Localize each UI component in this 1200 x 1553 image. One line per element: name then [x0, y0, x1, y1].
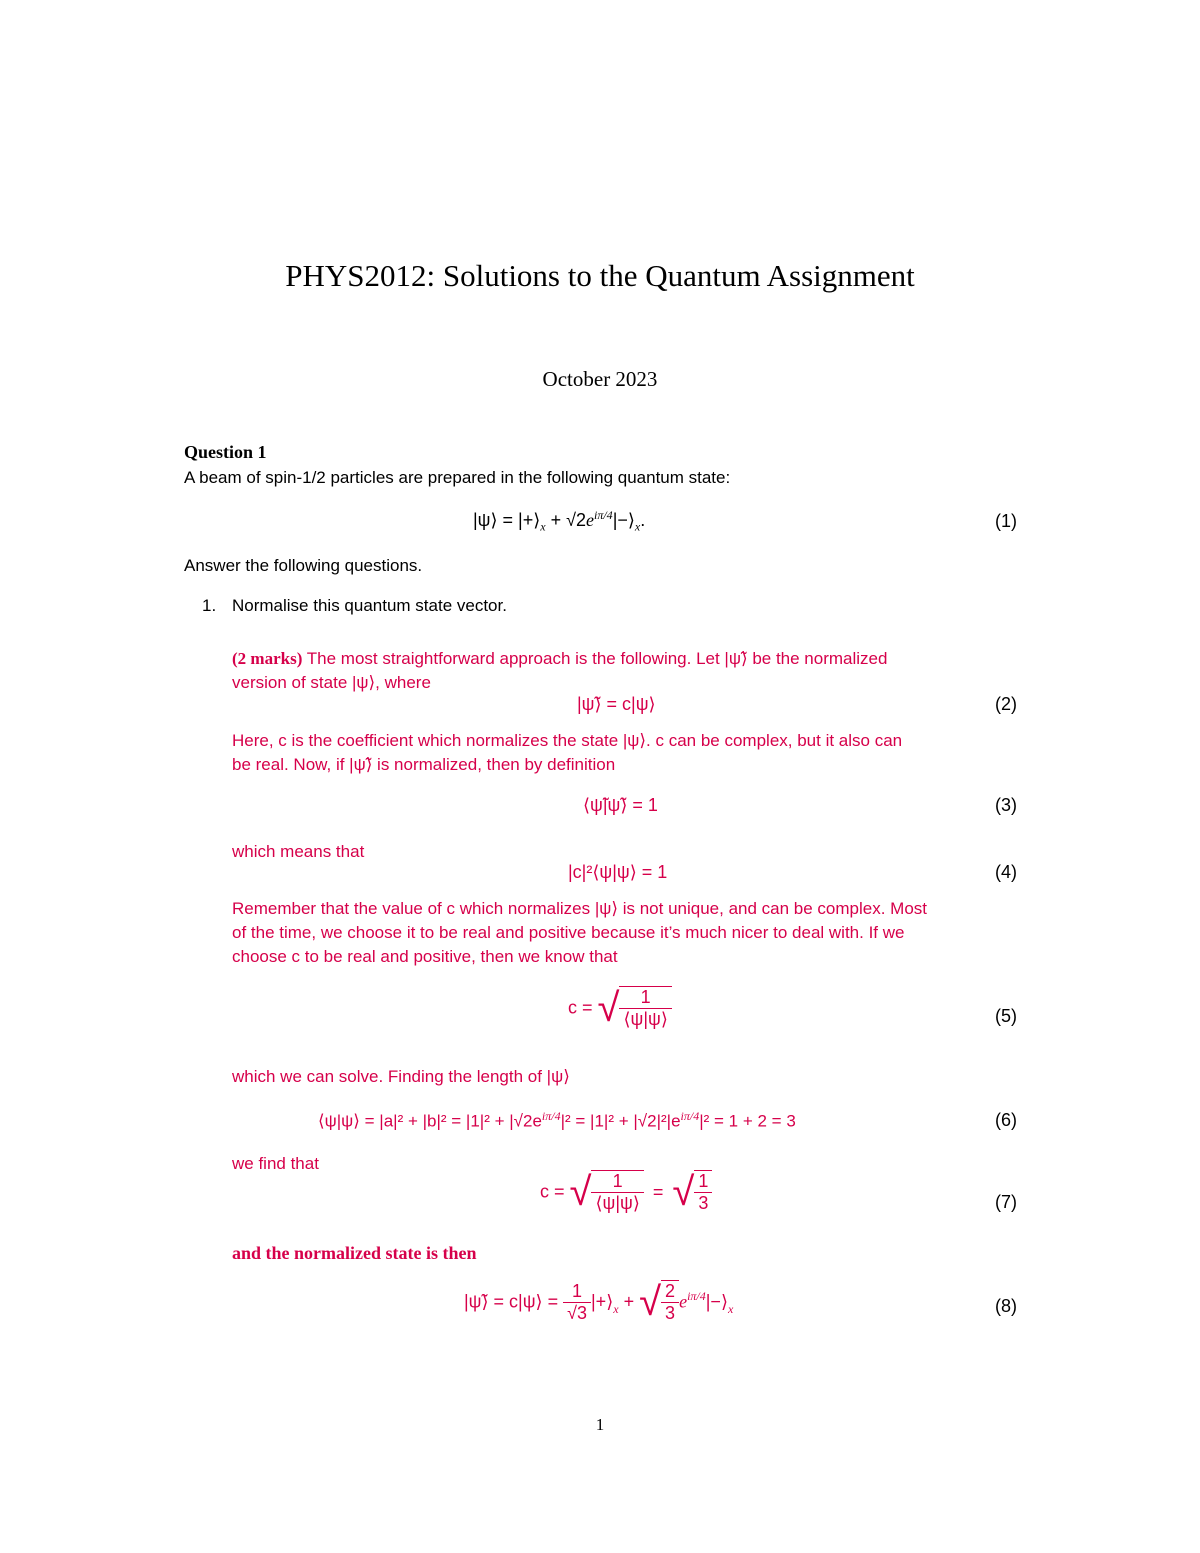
eq7-den2: 3: [698, 1193, 709, 1213]
marks-label: (2 marks): [232, 649, 303, 668]
eq7-num: 1: [591, 1171, 643, 1193]
eq8-sub2: x: [727, 1301, 734, 1316]
eq8-exp: iπ/4: [687, 1288, 706, 1303]
solution-p7: and the normalized state is then: [232, 1243, 477, 1263]
equation-3-number: (3): [995, 795, 1017, 815]
eq8-num: 1: [563, 1281, 591, 1303]
eq7-equals: =: [652, 1181, 664, 1202]
equation-5-number: (5): [995, 1006, 1017, 1026]
equation-3: ⟨ψ̃|ψ̃⟩ = 1: [583, 795, 658, 815]
eq1-sqrt2: √2: [566, 510, 586, 530]
eq1-lhs: |ψ⟩ = |+⟩: [473, 510, 541, 530]
eq6-exp2: iπ/4: [680, 1109, 700, 1123]
question-heading: Question 1: [184, 442, 267, 462]
eq8-lhs: |ψ̃⟩ = c|ψ⟩ =: [464, 1291, 559, 1312]
solution-p1b: version of state |ψ⟩, where: [232, 673, 431, 692]
answer-prompt: Answer the following questions.: [184, 556, 423, 575]
eq7-num2: 1: [694, 1171, 712, 1193]
eq5-num: 1: [619, 987, 671, 1009]
solution-paragraph-1: [232, 647, 887, 671]
document-date: October 2023: [542, 367, 658, 391]
solution-p4c: choose c to be real and positive, then we know that: [232, 947, 618, 966]
eq5-den: ⟨ψ|ψ⟩: [623, 1009, 668, 1029]
eq7-radical-2: √: [672, 1170, 695, 1214]
eq6-end: |² = 1 + 2 = 3: [699, 1111, 796, 1131]
solution-p4b: of the time, we choose it to be real and positive because it’s much nicer to deal with. If we: [232, 923, 905, 942]
eq8-plus: +: [623, 1291, 635, 1312]
equation-1-number: (1): [995, 511, 1017, 531]
equation-8: [464, 1280, 733, 1324]
eq6-mid: |² = |1|² + |√2|²|e: [560, 1111, 681, 1131]
solution-p1: The most straightforward approach is the following. Let |ψ̃⟩ be the normalized: [302, 649, 888, 668]
item-1-number: 1.: [202, 596, 217, 615]
equation-2: |ψ̃⟩ = c|ψ⟩: [577, 694, 656, 714]
solution-p2b: be real. Now, if |ψ̃⟩ is normalized, then by definition: [232, 755, 616, 774]
equation-4: |c|²⟨ψ|ψ⟩ = 1: [568, 862, 668, 882]
eq8-num2: 2: [661, 1281, 679, 1303]
solution-p5: which we can solve. Finding the length of |ψ⟩: [232, 1067, 570, 1086]
solution-p2: Here, c is the coefficient which normalizes the state |ψ⟩. c can be complex, but it also can: [232, 731, 903, 750]
equation-6-number: (6): [995, 1110, 1017, 1130]
question-intro: A beam of spin-1/2 particles are prepared in the following quantum state:: [184, 468, 731, 487]
eq7-den: ⟨ψ|ψ⟩: [595, 1193, 640, 1213]
equation-6: [318, 1109, 796, 1132]
eq6-body: ⟨ψ|ψ⟩ = |a|² + |b|² = |1|² + |√2e: [318, 1111, 542, 1131]
eq8-end: |−⟩: [705, 1291, 728, 1312]
eq1-rest: |−⟩: [612, 510, 635, 530]
solution-p6: we find that: [232, 1154, 319, 1173]
eq1-sub: x: [540, 519, 546, 534]
eq1-e: e: [586, 510, 594, 530]
eq6-exp1: iπ/4: [541, 1109, 561, 1123]
equation-2-number: (2): [995, 694, 1017, 714]
item-1-text: Normalise this quantum state vector.: [232, 596, 507, 615]
page-number: 1: [595, 1415, 605, 1434]
eq1-exp: iπ/4: [594, 508, 613, 522]
eq7-radical-1: √: [569, 1170, 592, 1214]
eq1-sub2: x: [634, 519, 641, 534]
equation-5: [568, 986, 672, 1030]
eq5-lhs: c =: [568, 997, 593, 1018]
eq1-plus: +: [545, 510, 567, 530]
solution-p3: which means that: [232, 842, 365, 861]
eq8-e: e: [679, 1291, 688, 1312]
eq8-den: √3: [567, 1302, 587, 1323]
document-title: PHYS2012: Solutions to the Quantum Assignment: [285, 258, 915, 293]
solution-p4a: Remember that the value of c which normalizes |ψ⟩ is not unique, and can be complex. Most: [232, 899, 928, 918]
equation-4-number: (4): [995, 862, 1017, 882]
equation-7-number: (7): [995, 1192, 1017, 1212]
eq7-lhs: c =: [540, 1181, 565, 1202]
equation-1: |ψ⟩ = $|+⟩_x$ + $√2e^{i\pi/4}|-⟩_x$.: [473, 508, 646, 534]
eq8-mid: |+⟩: [591, 1291, 614, 1312]
eq8-den2: 3: [665, 1303, 676, 1323]
eq5-radical: √: [597, 986, 620, 1030]
equation-8-number: (8): [995, 1296, 1017, 1316]
equation-7: [540, 1170, 712, 1214]
eq8-sub1: x: [613, 1301, 619, 1316]
eq8-radical: √: [639, 1280, 662, 1324]
